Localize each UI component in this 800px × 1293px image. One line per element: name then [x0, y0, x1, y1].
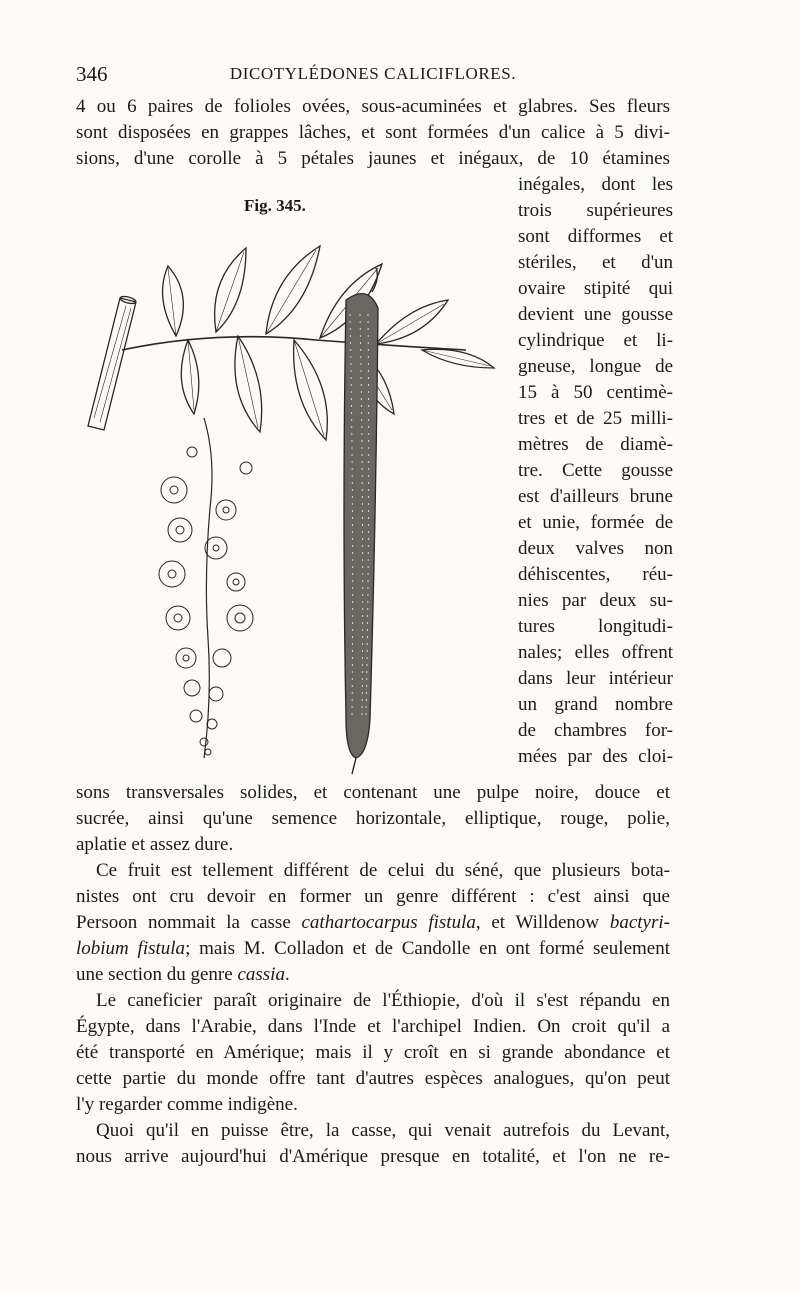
raceme-stalk: [204, 418, 212, 758]
cassia-fistula-illustration: [76, 218, 514, 778]
text-line: 15 à 50 centimè-: [518, 382, 673, 403]
italic-name: cassia: [237, 964, 285, 985]
text-line: devient une gousse: [518, 304, 673, 325]
text-line: de chambres for-: [518, 720, 673, 741]
text-line: sions, d'une corolle à 5 pétales jaunes et inégaux, de 10 étamines: [76, 148, 670, 169]
text-line: nies par deux su-: [518, 590, 673, 611]
text-line: stériles, et d'un: [518, 252, 673, 273]
text-line: Égypte, dans l'Arabie, dans l'Inde et l'archipel Indien. On croit qu'il a: [76, 1016, 670, 1037]
text-line: gneuse, longue de: [518, 356, 673, 377]
page-number: 346: [76, 62, 108, 86]
text-line: tures longitudi-: [518, 616, 673, 637]
text-line: ovaire stipité qui: [518, 278, 673, 299]
text-line: nistes ont cru devoir en former un genre différent : c'est ainsi que: [76, 886, 670, 907]
text-line: dans leur intérieur: [518, 668, 673, 689]
text-line: tres et de 25 milli-: [518, 408, 673, 429]
text-line: cylindrique et li-: [518, 330, 673, 351]
text-line: Persoon nommait la casse cathartocarpus fistula, et Willdenow bactyri-: [76, 912, 670, 933]
text-line: une section du genre cassia.: [76, 964, 290, 985]
text-line: nales; elles offrent: [518, 642, 673, 663]
running-title: DICOTYLÉDONES CALICIFLORES.: [229, 64, 517, 83]
text-line: Ce fruit est tellement différent de celui du séné, que plusieurs bota-: [96, 860, 670, 881]
text-line: est d'ailleurs brune: [518, 486, 673, 507]
figure-caption: Fig. 345.: [244, 196, 306, 215]
text-line: sont disposées en grappes lâches, et sont formées d'un calice à 5 divi-: [76, 122, 670, 143]
italic-name: lobium fistula: [76, 938, 186, 959]
text-line: deux valves non: [518, 538, 673, 559]
text-line: et unie, formée de: [518, 512, 673, 533]
text-line: mées par des cloi-: [518, 746, 673, 767]
text-line: Quoi qu'il en puisse être, la casse, qui venait autrefois du Levant,: [96, 1120, 670, 1141]
text-line: Le caneficier paraît originaire de l'Éthiopie, d'où il s'est répandu en: [96, 990, 670, 1011]
page-header: [76, 62, 670, 88]
text-line: cette partie du monde offre tant d'autres espèces analogues, qu'on peut: [76, 1068, 670, 1089]
leaflet: [181, 340, 199, 414]
stem: [88, 298, 136, 430]
text-line: sucrée, ainsi qu'une semence horizontale, elliptique, rouge, polie,: [76, 808, 670, 829]
leaflet: [163, 266, 184, 336]
text-line: trois supérieures: [518, 200, 673, 221]
text-line: tre. Cette gousse: [518, 460, 673, 481]
text-line: été transporté en Amérique; mais il y croît en si grande abondance et: [76, 1042, 670, 1063]
text-line: déhiscentes, réu-: [518, 564, 673, 585]
text-line: lobium fistula; mais M. Colladon et de Candolle en ont formé seulement: [76, 938, 670, 959]
text-line: sons transversales solides, et contenant une pulpe noire, douce et: [76, 782, 670, 803]
text-line: 4 ou 6 paires de folioles ovées, sous-acuminées et glabres. Ses fleurs: [76, 96, 670, 117]
text-line: aplatie et assez dure.: [76, 834, 234, 855]
text-line: sont difformes et: [518, 226, 673, 247]
text-line: mètres de diamè-: [518, 434, 673, 455]
text-line: inégales, dont les: [518, 174, 673, 195]
italic-name: bactyri-: [609, 912, 670, 933]
text-line: un grand nombre: [518, 694, 673, 715]
italic-name: cathartocarpus fistula: [301, 912, 476, 933]
text-line: l'y regarder comme indigène.: [76, 1094, 298, 1115]
text-line: nous arrive aujourd'hui d'Amérique presque en totalité, et l'on ne re-: [76, 1146, 670, 1167]
